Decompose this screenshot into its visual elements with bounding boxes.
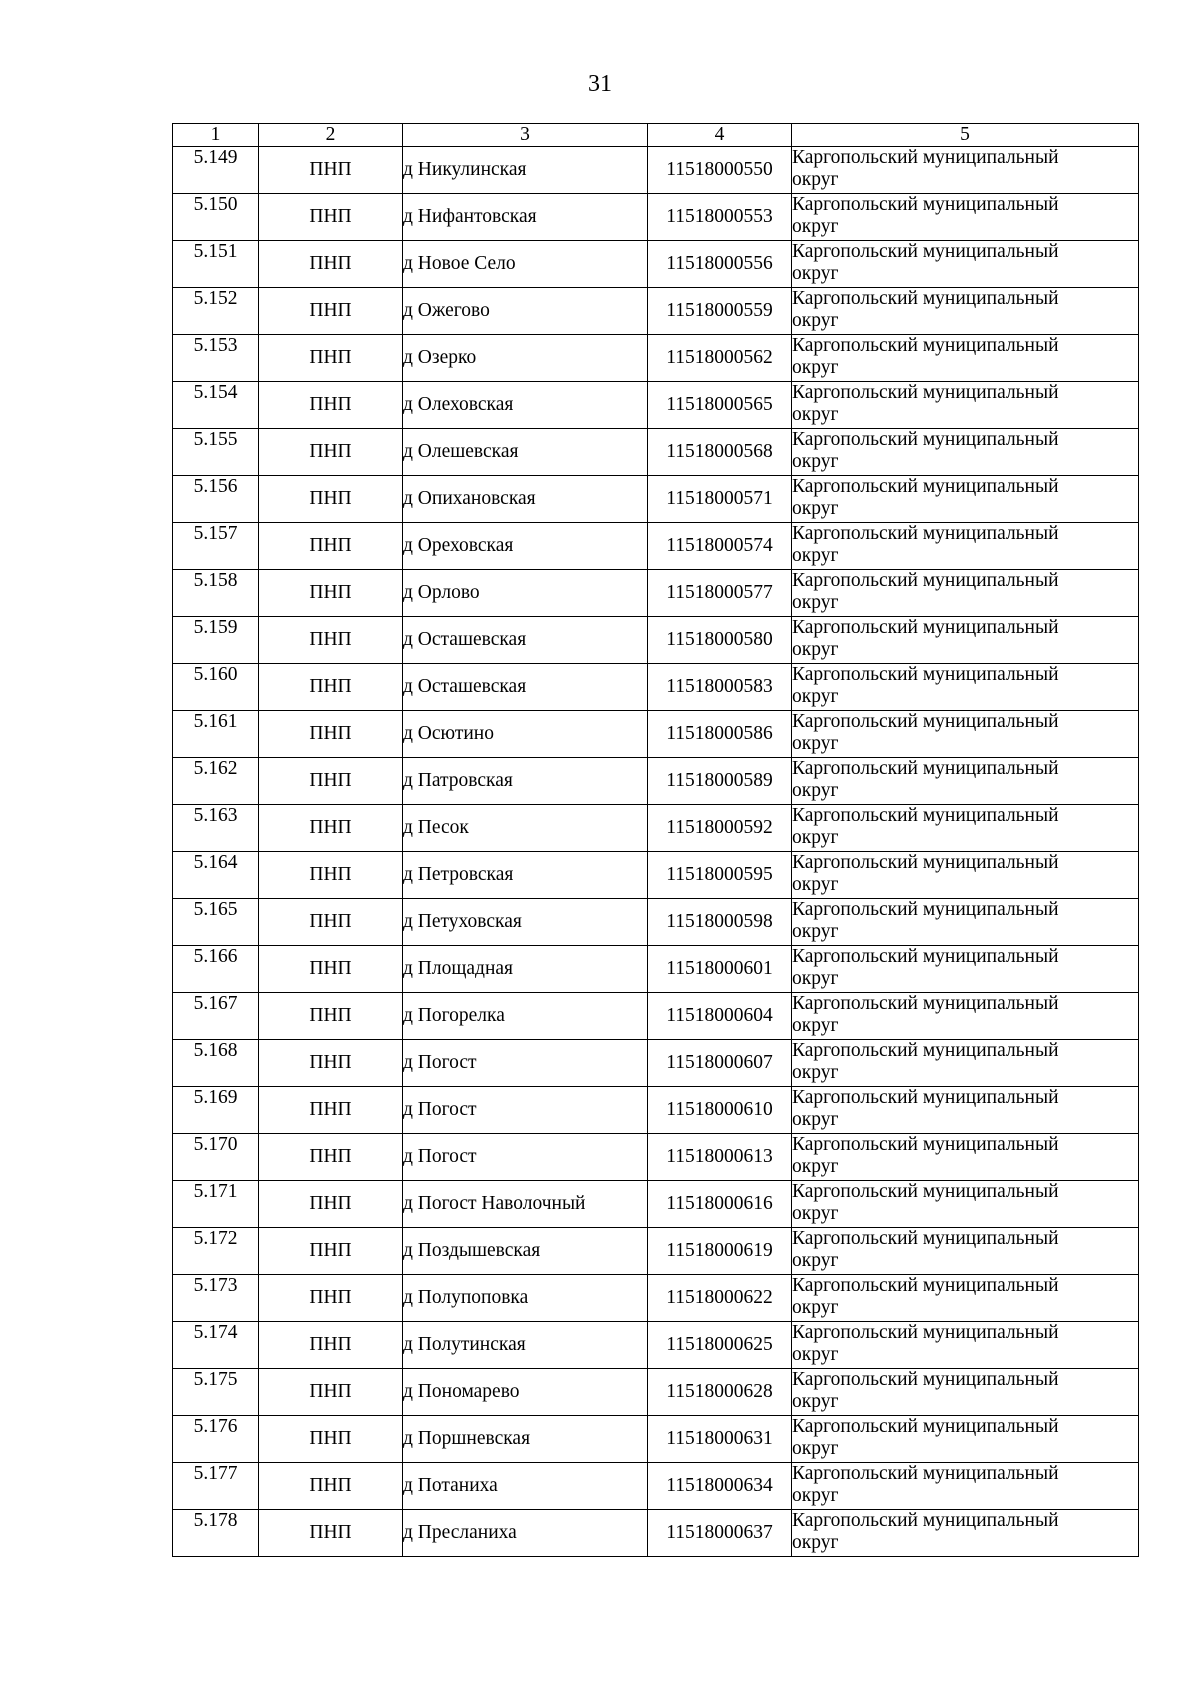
district-cell (792, 147, 1139, 194)
district-text: Каргопольский муниципальный округ (792, 852, 1059, 895)
district-cell (792, 429, 1139, 476)
district-cell (792, 1322, 1139, 1369)
district-text: Каргопольский муниципальный округ (792, 946, 1059, 989)
district-cell (792, 852, 1139, 899)
settlement-name-cell: д Поздышевская (403, 1228, 648, 1275)
oktmo-code-cell: 11518000637 (648, 1510, 792, 1557)
district-cell (792, 570, 1139, 617)
oktmo-code-cell: 11518000631 (648, 1416, 792, 1463)
oktmo-code-cell: 11518000625 (648, 1322, 792, 1369)
oktmo-code-cell: 11518000598 (648, 899, 792, 946)
district-text: Каргопольский муниципальный округ (792, 1040, 1059, 1083)
row-number-cell: 5.165 (173, 899, 259, 946)
district-cell (792, 1510, 1139, 1557)
table-row (173, 1322, 1139, 1369)
table-row (173, 288, 1139, 335)
oktmo-code-cell: 11518000604 (648, 993, 792, 1040)
settlement-name-cell: д Погост (403, 1134, 648, 1181)
settlement-type-cell: ПНП (259, 1087, 403, 1134)
district-text: Каргопольский муниципальный округ (792, 711, 1059, 754)
row-number-cell: 5.164 (173, 852, 259, 899)
district-cell (792, 617, 1139, 664)
table-row (173, 1181, 1139, 1228)
settlement-name-cell: д Олеховская (403, 382, 648, 429)
row-number-cell: 5.157 (173, 523, 259, 570)
table-row (173, 758, 1139, 805)
settlement-name-cell: д Погост Наволочный (403, 1181, 648, 1228)
settlement-name-cell: д Петровская (403, 852, 648, 899)
row-number-cell: 5.169 (173, 1087, 259, 1134)
district-text: Каргопольский муниципальный округ (792, 993, 1059, 1036)
district-text: Каргопольский муниципальный округ (792, 194, 1059, 237)
oktmo-code-cell: 11518000580 (648, 617, 792, 664)
oktmo-code-cell: 11518000562 (648, 335, 792, 382)
row-number-cell: 5.154 (173, 382, 259, 429)
settlement-type-cell: ПНП (259, 241, 403, 288)
district-text: Каргопольский муниципальный округ (792, 476, 1059, 519)
district-text: Каргопольский муниципальный округ (792, 241, 1059, 284)
table-row (173, 852, 1139, 899)
district-cell (792, 805, 1139, 852)
settlement-type-cell: ПНП (259, 523, 403, 570)
district-text: Каргопольский муниципальный округ (792, 805, 1059, 848)
table-row (173, 1275, 1139, 1322)
district-cell (792, 1134, 1139, 1181)
table-row (173, 147, 1139, 194)
oktmo-code-cell: 11518000574 (648, 523, 792, 570)
table-row (173, 664, 1139, 711)
settlement-type-cell: ПНП (259, 570, 403, 617)
row-number-cell: 5.172 (173, 1228, 259, 1275)
settlement-type-cell: ПНП (259, 899, 403, 946)
district-cell (792, 946, 1139, 993)
table-row (173, 1463, 1139, 1510)
oktmo-code-cell: 11518000550 (648, 147, 792, 194)
oktmo-code-cell: 11518000628 (648, 1369, 792, 1416)
district-cell (792, 993, 1139, 1040)
district-text: Каргопольский муниципальный округ (792, 523, 1059, 566)
row-number-cell: 5.149 (173, 147, 259, 194)
row-number-cell: 5.178 (173, 1510, 259, 1557)
row-number-cell: 5.173 (173, 1275, 259, 1322)
district-text: Каргопольский муниципальный округ (792, 288, 1059, 331)
settlement-name-cell: д Орлово (403, 570, 648, 617)
settlement-type-cell: ПНП (259, 429, 403, 476)
district-text: Каргопольский муниципальный округ (792, 1275, 1059, 1318)
row-number-cell: 5.167 (173, 993, 259, 1040)
settlement-name-cell: д Осташевская (403, 617, 648, 664)
row-number-cell: 5.158 (173, 570, 259, 617)
column-header-2: 2 (259, 124, 403, 147)
oktmo-code-cell: 11518000613 (648, 1134, 792, 1181)
settlement-name-cell: д Олешевская (403, 429, 648, 476)
district-cell (792, 382, 1139, 429)
oktmo-code-cell: 11518000556 (648, 241, 792, 288)
oktmo-code-cell: 11518000607 (648, 1040, 792, 1087)
row-number-cell: 5.176 (173, 1416, 259, 1463)
district-cell (792, 476, 1139, 523)
table-row (173, 1134, 1139, 1181)
table-row (173, 993, 1139, 1040)
settlement-type-cell: ПНП (259, 1369, 403, 1416)
settlement-name-cell: д Потаниха (403, 1463, 648, 1510)
oktmo-code-cell: 11518000619 (648, 1228, 792, 1275)
settlement-name-cell: д Ореховская (403, 523, 648, 570)
column-header-5: 5 (792, 124, 1139, 147)
row-number-cell: 5.166 (173, 946, 259, 993)
settlement-type-cell: ПНП (259, 147, 403, 194)
oktmo-code-cell: 11518000565 (648, 382, 792, 429)
table-row (173, 1087, 1139, 1134)
district-text: Каргопольский муниципальный округ (792, 1369, 1059, 1412)
settlement-name-cell: д Патровская (403, 758, 648, 805)
row-number-cell: 5.160 (173, 664, 259, 711)
settlement-name-cell: д Полупоповка (403, 1275, 648, 1322)
settlement-name-cell: д Погост (403, 1087, 648, 1134)
district-text: Каргопольский муниципальный округ (792, 617, 1059, 660)
district-cell (792, 1275, 1139, 1322)
settlement-type-cell: ПНП (259, 805, 403, 852)
district-text: Каргопольский муниципальный округ (792, 1463, 1059, 1506)
settlement-name-cell: д Погорелка (403, 993, 648, 1040)
settlement-name-cell: д Площадная (403, 946, 648, 993)
row-number-cell: 5.175 (173, 1369, 259, 1416)
district-cell (792, 1087, 1139, 1134)
settlement-type-cell: ПНП (259, 993, 403, 1040)
oktmo-code-cell: 11518000553 (648, 194, 792, 241)
settlement-name-cell: д Опихановская (403, 476, 648, 523)
oktmo-code-cell: 11518000589 (648, 758, 792, 805)
settlement-type-cell: ПНП (259, 1181, 403, 1228)
district-text: Каргопольский муниципальный округ (792, 1510, 1059, 1553)
oktmo-code-cell: 11518000559 (648, 288, 792, 335)
oktmo-code-cell: 11518000622 (648, 1275, 792, 1322)
settlement-type-cell: ПНП (259, 758, 403, 805)
settlement-name-cell: д Пономарево (403, 1369, 648, 1416)
oktmo-code-cell: 11518000592 (648, 805, 792, 852)
row-number-cell: 5.155 (173, 429, 259, 476)
settlement-name-cell: д Погост (403, 1040, 648, 1087)
row-number-cell: 5.161 (173, 711, 259, 758)
district-cell (792, 523, 1139, 570)
settlement-type-cell: ПНП (259, 288, 403, 335)
district-text: Каргопольский муниципальный округ (792, 382, 1059, 425)
row-number-cell: 5.150 (173, 194, 259, 241)
district-cell (792, 899, 1139, 946)
row-number-cell: 5.177 (173, 1463, 259, 1510)
row-number-cell: 5.159 (173, 617, 259, 664)
oktmo-code-cell: 11518000577 (648, 570, 792, 617)
district-text: Каргопольский муниципальный округ (792, 1322, 1059, 1365)
settlement-type-cell: ПНП (259, 1040, 403, 1087)
column-header-3: 3 (403, 124, 648, 147)
table-row (173, 1510, 1139, 1557)
district-text: Каргопольский муниципальный округ (792, 899, 1059, 942)
table-row (173, 1040, 1139, 1087)
district-text: Каргопольский муниципальный округ (792, 570, 1059, 613)
table-row (173, 523, 1139, 570)
settlement-name-cell: д Осташевская (403, 664, 648, 711)
district-text: Каргопольский муниципальный округ (792, 429, 1059, 472)
table-row (173, 241, 1139, 288)
settlement-name-cell: д Поршневская (403, 1416, 648, 1463)
settlement-type-cell: ПНП (259, 852, 403, 899)
district-cell (792, 1416, 1139, 1463)
table-row (173, 570, 1139, 617)
column-header-4: 4 (648, 124, 792, 147)
settlement-name-cell: д Ожегово (403, 288, 648, 335)
table-row (173, 946, 1139, 993)
district-cell (792, 1181, 1139, 1228)
table-row (173, 805, 1139, 852)
oktmo-code-cell: 11518000610 (648, 1087, 792, 1134)
district-text: Каргопольский муниципальный округ (792, 335, 1059, 378)
table-row (173, 194, 1139, 241)
settlement-name-cell: д Нифантовская (403, 194, 648, 241)
district-text: Каргопольский муниципальный округ (792, 1181, 1059, 1224)
settlement-type-cell: ПНП (259, 1275, 403, 1322)
settlement-type-cell: ПНП (259, 617, 403, 664)
district-text: Каргопольский муниципальный округ (792, 1134, 1059, 1177)
settlement-type-cell: ПНП (259, 1463, 403, 1510)
oktmo-code-cell: 11518000634 (648, 1463, 792, 1510)
row-number-cell: 5.163 (173, 805, 259, 852)
row-number-cell: 5.153 (173, 335, 259, 382)
settlement-name-cell: д Озерко (403, 335, 648, 382)
row-number-cell: 5.171 (173, 1181, 259, 1228)
page-number: 31 (588, 71, 612, 97)
settlement-type-cell: ПНП (259, 946, 403, 993)
row-number-cell: 5.162 (173, 758, 259, 805)
settlement-type-cell: ПНП (259, 1228, 403, 1275)
table-row (173, 899, 1139, 946)
district-text: Каргопольский муниципальный округ (792, 147, 1059, 190)
oktmo-code-cell: 11518000568 (648, 429, 792, 476)
district-cell (792, 1369, 1139, 1416)
district-cell (792, 1463, 1139, 1510)
district-text: Каргопольский муниципальный округ (792, 664, 1059, 707)
district-cell (792, 664, 1139, 711)
row-number-cell: 5.152 (173, 288, 259, 335)
row-number-cell: 5.156 (173, 476, 259, 523)
table-row (173, 1228, 1139, 1275)
settlement-name-cell: д Полутинская (403, 1322, 648, 1369)
oktmo-code-cell: 11518000601 (648, 946, 792, 993)
district-cell (792, 758, 1139, 805)
table-row (173, 617, 1139, 664)
settlement-name-cell: д Песок (403, 805, 648, 852)
settlement-name-cell: д Пресланиха (403, 1510, 648, 1557)
settlement-type-cell: ПНП (259, 194, 403, 241)
settlement-type-cell: ПНП (259, 711, 403, 758)
settlement-type-cell: ПНП (259, 335, 403, 382)
table-row (173, 1369, 1139, 1416)
district-text: Каргопольский муниципальный округ (792, 1087, 1059, 1130)
table-row (173, 429, 1139, 476)
district-cell (792, 1228, 1139, 1275)
table-row (173, 382, 1139, 429)
row-number-cell: 5.168 (173, 1040, 259, 1087)
row-number-cell: 5.151 (173, 241, 259, 288)
table-body (173, 147, 1139, 1557)
oktmo-code-cell: 11518000583 (648, 664, 792, 711)
settlement-type-cell: ПНП (259, 664, 403, 711)
column-header-1: 1 (173, 124, 259, 147)
table-row (173, 1416, 1139, 1463)
settlement-name-cell: д Никулинская (403, 147, 648, 194)
settlement-name-cell: д Новое Село (403, 241, 648, 288)
settlement-type-cell: ПНП (259, 476, 403, 523)
district-cell (792, 241, 1139, 288)
row-number-cell: 5.170 (173, 1134, 259, 1181)
table-header-row (173, 124, 1139, 147)
district-text: Каргопольский муниципальный округ (792, 1228, 1059, 1271)
row-number-cell: 5.174 (173, 1322, 259, 1369)
district-text: Каргопольский муниципальный округ (792, 758, 1059, 801)
district-cell (792, 288, 1139, 335)
oktmo-code-cell: 11518000571 (648, 476, 792, 523)
settlement-type-cell: ПНП (259, 1510, 403, 1557)
table-row (173, 335, 1139, 382)
settlement-name-cell: д Осютино (403, 711, 648, 758)
settlements-table (172, 123, 1139, 1557)
table-row (173, 476, 1139, 523)
district-cell (792, 1040, 1139, 1087)
table-row (173, 711, 1139, 758)
district-cell (792, 711, 1139, 758)
oktmo-code-cell: 11518000616 (648, 1181, 792, 1228)
oktmo-code-cell: 11518000586 (648, 711, 792, 758)
settlement-name-cell: д Петуховская (403, 899, 648, 946)
district-text: Каргопольский муниципальный округ (792, 1416, 1059, 1459)
settlement-type-cell: ПНП (259, 1416, 403, 1463)
district-cell (792, 194, 1139, 241)
settlement-type-cell: ПНП (259, 1134, 403, 1181)
oktmo-code-cell: 11518000595 (648, 852, 792, 899)
settlement-type-cell: ПНП (259, 1322, 403, 1369)
settlement-type-cell: ПНП (259, 382, 403, 429)
district-cell (792, 335, 1139, 382)
